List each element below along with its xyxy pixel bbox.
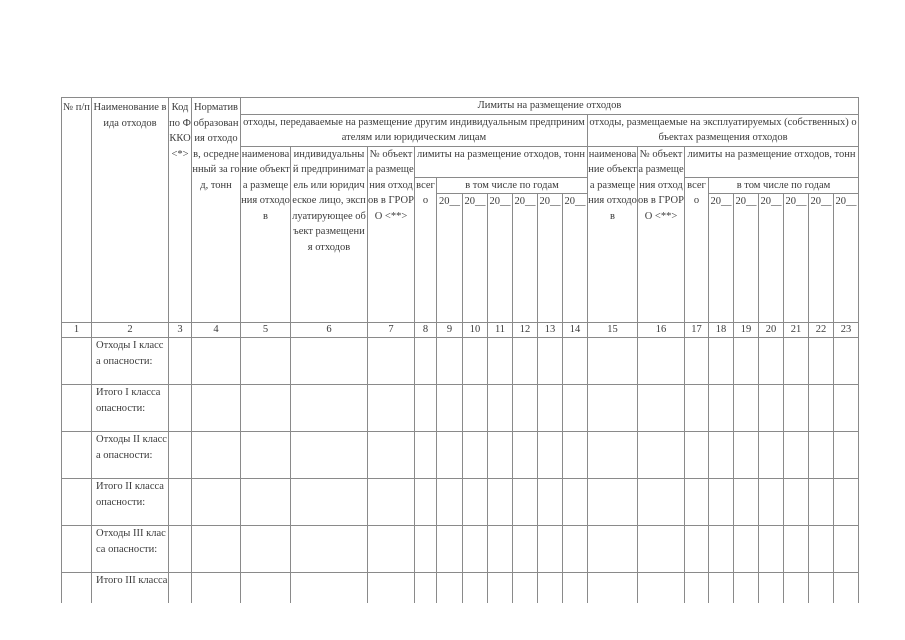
table-cell — [169, 573, 192, 604]
column-number: 17 — [685, 323, 709, 338]
table-cell — [192, 479, 241, 526]
table-cell — [169, 385, 192, 432]
table-row — [62, 573, 859, 604]
header-b-limits: лимиты на размещение отходов, тонн — [685, 146, 859, 177]
table-cell — [685, 385, 709, 432]
table-cell — [368, 526, 415, 573]
table-cell — [415, 479, 437, 526]
table-cell — [759, 432, 784, 479]
column-number: 12 — [513, 323, 538, 338]
table-cell — [809, 526, 834, 573]
table-cell — [488, 479, 513, 526]
table-cell — [638, 526, 685, 573]
header-a-by-years: в том числе по годам — [437, 177, 588, 194]
table-cell — [734, 432, 759, 479]
table-cell — [834, 385, 859, 432]
column-number: 19 — [734, 323, 759, 338]
table-cell — [291, 432, 368, 479]
column-number: 9 — [437, 323, 463, 338]
header-limits: Лимиты на размещение отходов — [241, 98, 859, 115]
table-cell — [784, 385, 809, 432]
table-row — [62, 385, 859, 432]
column-number: 15 — [588, 323, 638, 338]
table-cell — [709, 338, 734, 385]
header-b-year-2: 20__ — [734, 194, 759, 323]
table-cell — [709, 432, 734, 479]
table-cell — [513, 338, 538, 385]
table-cell — [291, 526, 368, 573]
table-cell — [734, 573, 759, 604]
table-cell — [463, 338, 488, 385]
table-cell — [588, 385, 638, 432]
table-cell — [538, 338, 563, 385]
waste-limits-table — [61, 97, 859, 603]
column-number: 14 — [563, 323, 588, 338]
table-cell — [62, 385, 92, 432]
table-cell — [437, 432, 463, 479]
column-number: 4 — [192, 323, 241, 338]
table-row — [62, 338, 859, 385]
table-cell — [834, 479, 859, 526]
table-cell — [415, 573, 437, 604]
table-cell — [588, 526, 638, 573]
column-number: 13 — [538, 323, 563, 338]
table-cell — [809, 573, 834, 604]
column-number: 11 — [488, 323, 513, 338]
table-cell — [368, 573, 415, 604]
table-cell — [488, 526, 513, 573]
column-number: 1 — [62, 323, 92, 338]
table-cell — [734, 338, 759, 385]
table-cell — [709, 573, 734, 604]
table-cell — [437, 573, 463, 604]
table-cell — [834, 432, 859, 479]
table-cell — [463, 432, 488, 479]
header-b-by-years: в том числе по годам — [709, 177, 859, 194]
table-cell — [513, 479, 538, 526]
header-group-own: отходы, размещаемые на эксплуатируемых (собственных) объектах размещения отходов — [588, 114, 859, 146]
column-number: 3 — [169, 323, 192, 338]
table-cell — [368, 385, 415, 432]
table-cell — [538, 432, 563, 479]
header-a-groro-number: № объекта размещения отходов в ГРОРО <**> — [368, 146, 415, 323]
table-cell — [291, 385, 368, 432]
column-number: 8 — [415, 323, 437, 338]
table-cell — [437, 526, 463, 573]
column-number: 7 — [368, 323, 415, 338]
table-cell — [463, 526, 488, 573]
table-cell — [759, 338, 784, 385]
table-row — [62, 526, 859, 573]
table-cell — [809, 432, 834, 479]
waste-class-label: Отходы I класса опасности: — [92, 338, 169, 385]
table-cell — [62, 338, 92, 385]
table-cell — [291, 338, 368, 385]
table-cell — [588, 432, 638, 479]
table-cell — [734, 526, 759, 573]
table-cell — [241, 432, 291, 479]
table-cell — [734, 385, 759, 432]
table-cell — [415, 385, 437, 432]
table-cell — [192, 526, 241, 573]
table-cell — [709, 526, 734, 573]
table-cell — [513, 526, 538, 573]
table-cell — [62, 573, 92, 604]
table-cell — [759, 385, 784, 432]
column-number: 2 — [92, 323, 169, 338]
table-cell — [291, 573, 368, 604]
header-a-year-1: 20__ — [437, 194, 463, 323]
table-cell — [368, 338, 415, 385]
table-cell — [513, 573, 538, 604]
table-cell — [169, 338, 192, 385]
table-cell — [192, 338, 241, 385]
table-cell — [488, 385, 513, 432]
header-b-year-4: 20__ — [784, 194, 809, 323]
table-cell — [784, 479, 809, 526]
column-number: 18 — [709, 323, 734, 338]
waste-class-label: Итого I класса опасности: — [92, 385, 169, 432]
table-cell — [538, 479, 563, 526]
table-cell — [62, 479, 92, 526]
table-cell — [759, 573, 784, 604]
table-cell — [437, 385, 463, 432]
table-cell — [437, 338, 463, 385]
column-number: 23 — [834, 323, 859, 338]
header-a-year-6: 20__ — [563, 194, 588, 323]
table-cell — [241, 526, 291, 573]
table-cell — [685, 432, 709, 479]
waste-class-label: Отходы III класса опасности: — [92, 526, 169, 573]
header-b-year-6: 20__ — [834, 194, 859, 323]
column-number: 21 — [784, 323, 809, 338]
header-row-number: № п/п — [62, 98, 92, 323]
table-cell — [488, 432, 513, 479]
table-cell — [241, 573, 291, 604]
table-cell — [685, 338, 709, 385]
table-cell — [563, 432, 588, 479]
table-cell — [638, 338, 685, 385]
waste-class-label: Отходы II класса опасности: — [92, 432, 169, 479]
table-cell — [588, 573, 638, 604]
header-b-year-5: 20__ — [809, 194, 834, 323]
table-cell — [834, 526, 859, 573]
table-cell — [784, 526, 809, 573]
column-number: 16 — [638, 323, 685, 338]
table-cell — [709, 385, 734, 432]
column-number: 6 — [291, 323, 368, 338]
header-a-entity: индивидуальный предприниматель или юридическое лицо, эксплуатирующее объект размещения отходов — [291, 146, 368, 323]
table-cell — [809, 479, 834, 526]
header-a-object-name: наименование объекта размещения отходов — [241, 146, 291, 323]
header-b-groro-number: № объекта размещения отходов в ГРОРО <**> — [638, 146, 685, 323]
table-cell — [192, 385, 241, 432]
column-number: 10 — [463, 323, 488, 338]
table-cell — [563, 338, 588, 385]
waste-class-label: Итого II класса опасности: — [92, 479, 169, 526]
table-cell — [538, 526, 563, 573]
header-b-total: всего — [685, 177, 709, 323]
table-cell — [685, 526, 709, 573]
table-cell — [638, 479, 685, 526]
header-waste-type: Наименование вида отходов — [92, 98, 169, 323]
table-cell — [192, 432, 241, 479]
header-group-transferred: отходы, передаваемые на размещение другим индивидуальным предпринимателям или юридическим лицам — [241, 114, 588, 146]
table-cell — [463, 385, 488, 432]
table-cell — [784, 573, 809, 604]
header-b-object-name: наименование объекта размещения отходов — [588, 146, 638, 323]
header-fkko-code: Код по ФККО <*> — [169, 98, 192, 323]
header-a-total: всего — [415, 177, 437, 323]
header-b-year-1: 20__ — [709, 194, 734, 323]
table-cell — [784, 432, 809, 479]
header-a-year-2: 20__ — [463, 194, 488, 323]
header-a-limits: лимиты на размещение отходов, тонн — [415, 146, 588, 177]
table-cell — [759, 526, 784, 573]
table-cell — [488, 338, 513, 385]
waste-class-label: Итого III класса — [92, 573, 169, 604]
column-number: 22 — [809, 323, 834, 338]
table-cell — [685, 573, 709, 604]
table-cell — [538, 573, 563, 604]
table-cell — [169, 526, 192, 573]
table-cell — [784, 338, 809, 385]
column-number: 5 — [241, 323, 291, 338]
table-cell — [588, 338, 638, 385]
table-cell — [513, 432, 538, 479]
table-cell — [241, 338, 291, 385]
table-cell — [241, 479, 291, 526]
table-cell — [463, 573, 488, 604]
table-row — [62, 479, 859, 526]
table-cell — [463, 479, 488, 526]
table-cell — [169, 432, 192, 479]
table-cell — [415, 432, 437, 479]
table-cell — [62, 526, 92, 573]
header-norm: Норматив образования отходов, осредненный за год, тонн — [192, 98, 241, 323]
table-cell — [415, 338, 437, 385]
table-cell — [588, 479, 638, 526]
table-cell — [563, 385, 588, 432]
table-cell — [368, 432, 415, 479]
table-cell — [709, 479, 734, 526]
header-a-year-4: 20__ — [513, 194, 538, 323]
table-cell — [809, 338, 834, 385]
table-row — [62, 432, 859, 479]
table-cell — [538, 385, 563, 432]
table-cell — [488, 573, 513, 604]
table-cell — [834, 573, 859, 604]
header-a-year-5: 20__ — [538, 194, 563, 323]
table-cell — [241, 385, 291, 432]
table-cell — [291, 479, 368, 526]
table-cell — [638, 573, 685, 604]
table-cell — [513, 385, 538, 432]
table-cell — [638, 432, 685, 479]
header-b-year-3: 20__ — [759, 194, 784, 323]
table-cell — [759, 479, 784, 526]
table-cell — [437, 479, 463, 526]
table-cell — [169, 479, 192, 526]
column-number: 20 — [759, 323, 784, 338]
table-cell — [62, 432, 92, 479]
table-cell — [834, 338, 859, 385]
table-cell — [415, 526, 437, 573]
table-cell — [809, 385, 834, 432]
header-a-year-3: 20__ — [488, 194, 513, 323]
table-cell — [368, 479, 415, 526]
table-cell — [563, 526, 588, 573]
table-cell — [734, 479, 759, 526]
table-cell — [563, 573, 588, 604]
table-cell — [563, 479, 588, 526]
table-cell — [685, 479, 709, 526]
table-cell — [192, 573, 241, 604]
table-cell — [638, 385, 685, 432]
